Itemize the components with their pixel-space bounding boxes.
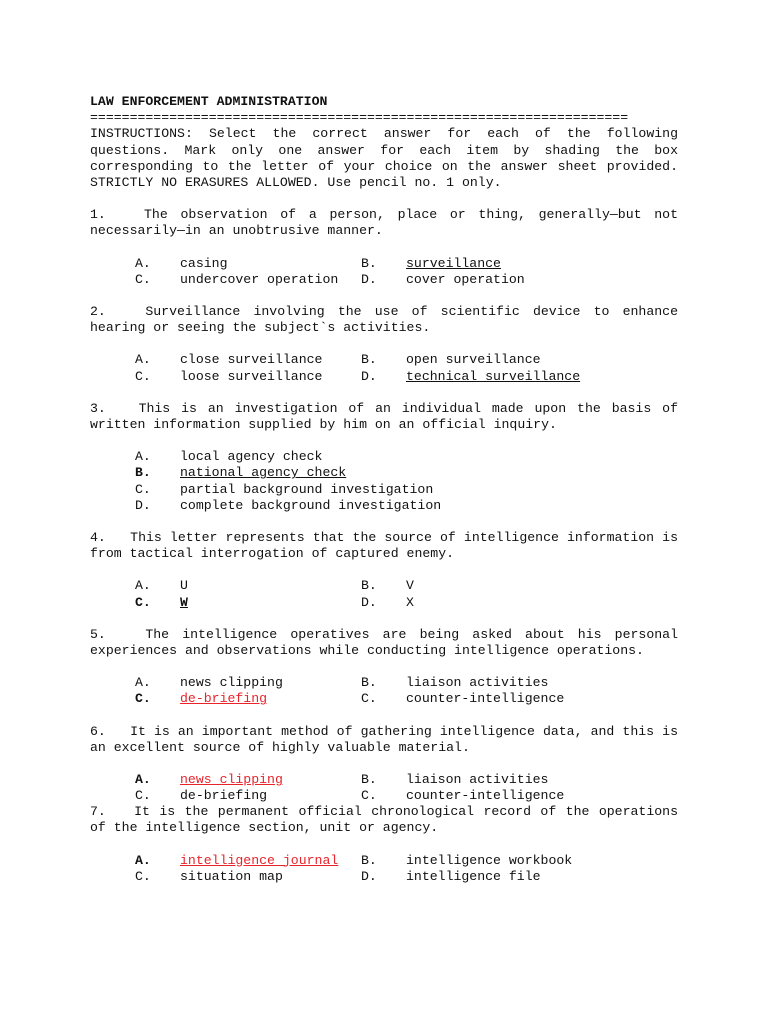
option-text: intelligence file	[406, 868, 541, 884]
question-1	[90, 207, 678, 288]
document-page	[90, 94, 678, 885]
document-title: LAW ENFORCEMENT ADMINISTRATION	[90, 94, 328, 109]
option-letter: B.	[361, 675, 377, 691]
option-text: news clipping	[180, 675, 283, 691]
option-text: liaison activities	[406, 771, 549, 787]
option-d[interactable]	[361, 272, 525, 288]
option-c[interactable]	[135, 691, 361, 707]
question-number: 6.	[90, 723, 106, 739]
question-number: 1.	[90, 207, 106, 223]
option-letter: C.	[135, 481, 151, 497]
option-letter: A.	[135, 578, 151, 594]
option-letter: A.	[135, 449, 151, 465]
option-letter: C.	[135, 868, 151, 884]
option-a[interactable]	[135, 675, 361, 691]
question-3	[90, 401, 678, 514]
option-a[interactable]	[135, 352, 361, 368]
option-text: cover operation	[406, 271, 525, 287]
question-6	[90, 724, 678, 805]
options	[135, 578, 678, 610]
options	[135, 772, 678, 804]
option-text: news clipping	[180, 771, 283, 787]
option-text: counter-intelligence	[406, 691, 565, 707]
question-text	[90, 401, 678, 433]
option-letter: A.	[135, 675, 151, 691]
question-text	[90, 530, 678, 562]
option-letter: B.	[361, 852, 377, 868]
option-text: V	[406, 578, 414, 594]
option-text: liaison activities	[406, 675, 549, 691]
option-d[interactable]	[135, 498, 441, 514]
option-letter: C.	[361, 691, 377, 707]
option-letter: B.	[361, 578, 377, 594]
option-c[interactable]	[135, 272, 361, 288]
option-text: national agency check	[180, 465, 347, 481]
option-d[interactable]	[361, 595, 414, 611]
option-text: intelligence journal	[180, 852, 339, 868]
question-stem: The observation of a person, place or thing, generally—but not necessarily—in an unobtrusive manner.	[90, 207, 678, 239]
option-a[interactable]	[135, 449, 322, 465]
option-letter: D.	[361, 868, 377, 884]
question-text	[90, 207, 678, 239]
option-b[interactable]	[361, 256, 501, 272]
question-4	[90, 530, 678, 611]
option-letter: C.	[135, 368, 151, 384]
option-letter: C.	[135, 788, 151, 804]
question-number: 2.	[90, 304, 106, 319]
option-text: local agency check	[180, 449, 323, 465]
option-a[interactable]	[135, 256, 361, 272]
question-text	[90, 627, 678, 659]
option-b[interactable]	[361, 675, 548, 691]
option-b[interactable]	[361, 772, 548, 788]
option-text: complete background investigation	[180, 497, 442, 513]
option-letter: B.	[361, 352, 377, 368]
option-letter: B.	[361, 771, 377, 787]
question-5	[90, 627, 678, 708]
option-letter: A.	[135, 771, 151, 787]
option-b[interactable]	[361, 853, 572, 869]
option-c-2[interactable]	[361, 788, 564, 804]
option-c[interactable]	[135, 595, 361, 611]
option-letter: C.	[135, 691, 151, 707]
option-text: de-briefing	[180, 691, 268, 707]
option-text: counter-intelligence	[406, 788, 565, 804]
option-text: casing	[180, 255, 228, 271]
option-letter: D.	[135, 497, 151, 513]
option-letter: A.	[135, 352, 151, 368]
option-letter: A.	[135, 255, 151, 271]
option-text: W	[180, 594, 188, 610]
option-c[interactable]	[135, 482, 433, 498]
option-b[interactable]	[135, 465, 346, 481]
option-text: partial background investigation	[180, 481, 434, 497]
options	[135, 853, 678, 885]
options	[135, 449, 678, 514]
options	[135, 675, 678, 707]
option-c[interactable]	[135, 788, 361, 804]
option-text: situation map	[180, 868, 283, 884]
option-text: X	[406, 594, 414, 610]
option-text: technical surveillance	[406, 368, 581, 384]
option-b[interactable]	[361, 578, 414, 594]
options	[135, 256, 678, 288]
option-letter: C.	[135, 594, 151, 610]
question-2	[90, 304, 678, 385]
option-text: surveillance	[406, 255, 501, 271]
question-stem: Surveillance involving the use of scientific device to enhance hearing or seeing the subject`s activities.	[90, 304, 678, 336]
question-number: 3.	[90, 400, 106, 416]
option-b[interactable]	[361, 352, 541, 368]
option-c[interactable]	[135, 869, 361, 885]
question-text	[90, 804, 678, 836]
option-letter: D.	[361, 594, 377, 610]
option-c-2[interactable]	[361, 691, 564, 707]
question-stem: This letter represents that the source of intelligence information is from tactical interrogation of captured enemy.	[90, 529, 678, 562]
question-stem: It is the permanent official chronological record of the operations of the intelligence section, unit or agency.	[90, 804, 678, 836]
option-text: U	[180, 578, 188, 594]
question-7	[90, 804, 678, 885]
question-text	[90, 304, 678, 336]
instructions: INSTRUCTIONS: Select the correct answer for each of the following questions. Mark only one answer for each item by shading the box corresponding to the letter of your choice on the answer sheet provided. STRICTLY NO ERASURES ALLOWED. Use pencil no. 1 only.	[90, 126, 678, 191]
title-rule: ====================================================================	[90, 110, 629, 126]
option-d[interactable]	[361, 869, 541, 885]
option-a[interactable]	[135, 772, 361, 788]
question-stem: The intelligence operatives are being asked about his personal experiences and observations while conducting intelligence operations.	[90, 626, 678, 658]
option-letter: A.	[135, 852, 151, 868]
question-number: 4.	[90, 529, 106, 545]
option-a[interactable]	[135, 853, 361, 869]
question-number: 5.	[90, 626, 106, 642]
option-text: close surveillance	[180, 352, 323, 368]
option-letter: B.	[135, 465, 151, 481]
option-a[interactable]	[135, 578, 361, 594]
option-letter: C.	[361, 788, 377, 804]
option-d[interactable]	[361, 369, 580, 385]
option-text: intelligence workbook	[406, 852, 573, 868]
option-letter: D.	[361, 271, 377, 287]
question-stem: It is an important method of gathering intelligence data, and this is an excellent source of highly valuable material.	[90, 723, 678, 755]
option-text: loose surveillance	[180, 368, 323, 384]
option-text: open surveillance	[406, 352, 541, 368]
question-stem: This is an investigation of an individual made upon the basis of written information supplied by him on an official inquiry.	[90, 400, 678, 432]
option-text: de-briefing	[180, 788, 268, 804]
options	[135, 352, 678, 384]
option-c[interactable]	[135, 369, 361, 385]
question-number: 7.	[90, 804, 106, 820]
option-text: undercover operation	[180, 271, 339, 287]
question-text	[90, 724, 678, 756]
option-letter: D.	[361, 368, 377, 384]
option-letter: C.	[135, 271, 151, 287]
option-letter: B.	[361, 255, 377, 271]
